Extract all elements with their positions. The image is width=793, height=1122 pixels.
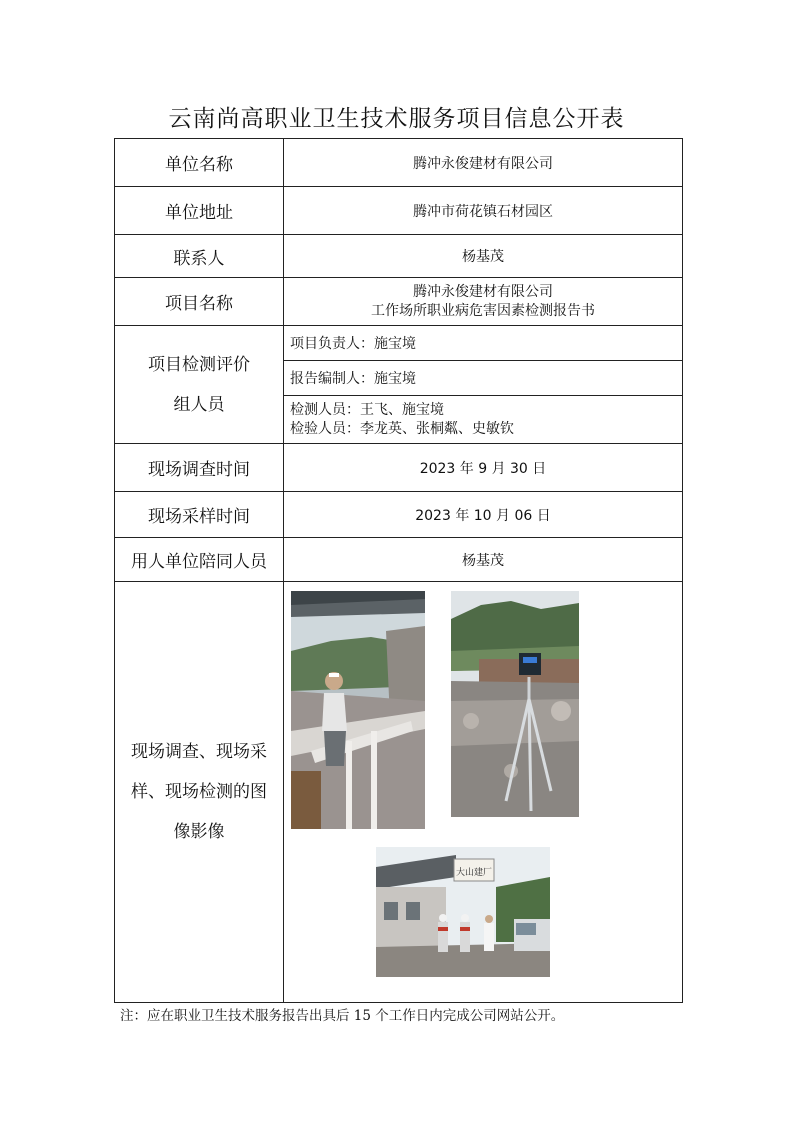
sampling-time-value: 2023 年 10 月 06 日 <box>284 492 683 538</box>
images-label-line3: 像影像 <box>173 822 225 842</box>
project-name-label: 项目名称 <box>115 278 284 326</box>
team-leader: 项目负责人：施宝境 <box>284 326 683 361</box>
team-inspectors: 检验人员：李龙英、张桐粼、史敏钦 <box>290 420 514 437</box>
table-row <box>115 582 683 1003</box>
unit-name-label: 单位名称 <box>115 139 284 187</box>
table-row <box>115 326 683 361</box>
escort-label: 用人单位陪同人员 <box>115 538 284 582</box>
project-name-value <box>284 278 683 326</box>
images-label <box>115 582 284 1003</box>
page-title: 云南尚高职业卫生技术服务项目信息公开表 <box>168 106 625 132</box>
team-writer: 报告编制人：施宝境 <box>284 361 683 396</box>
table-row <box>115 278 683 326</box>
footnote: 注：应在职业卫生技术服务报告出具后 15 个工作日内完成公司网站公开。 <box>120 1008 565 1024</box>
images-label-line2: 样、现场检测的图 <box>131 782 267 802</box>
table-row <box>115 444 683 492</box>
team-testers: 检测人员：王飞、施宝境 <box>290 401 444 418</box>
images-label-line1: 现场调查、现场采 <box>131 742 267 762</box>
photo-tripod-instrument <box>451 591 579 817</box>
project-name-line1: 腾冲永俊建材有限公司 <box>413 283 553 300</box>
team-label-line1: 项目检测评价 <box>148 354 250 375</box>
unit-address-label: 单位地址 <box>115 187 284 235</box>
team-testers-cell <box>284 396 683 444</box>
unit-address-value: 腾冲市荷花镇石材园区 <box>284 187 683 235</box>
unit-name-value: 腾冲永俊建材有限公司 <box>284 139 683 187</box>
photo-group-site <box>376 847 550 977</box>
sampling-time-label: 现场采样时间 <box>115 492 284 538</box>
survey-time-label: 现场调查时间 <box>115 444 284 492</box>
contact-value: 杨基茂 <box>284 235 683 278</box>
table-row <box>115 492 683 538</box>
escort-value: 杨基茂 <box>284 538 683 582</box>
contact-label: 联系人 <box>115 235 284 278</box>
table-row <box>115 538 683 582</box>
info-table <box>114 138 683 1003</box>
photo-worker-crusher <box>291 591 425 829</box>
site-sign-text: 大山建厂 <box>455 868 493 878</box>
images-cell <box>284 582 683 1003</box>
survey-time-value: 2023 年 9 月 30 日 <box>284 444 683 492</box>
table-row <box>115 187 683 235</box>
team-label-line2: 组人员 <box>173 394 225 415</box>
project-name-line2: 工作场所职业病危害因素检测报告书 <box>371 302 595 319</box>
table-row <box>115 235 683 278</box>
team-label <box>115 326 284 444</box>
table-row <box>115 139 683 187</box>
